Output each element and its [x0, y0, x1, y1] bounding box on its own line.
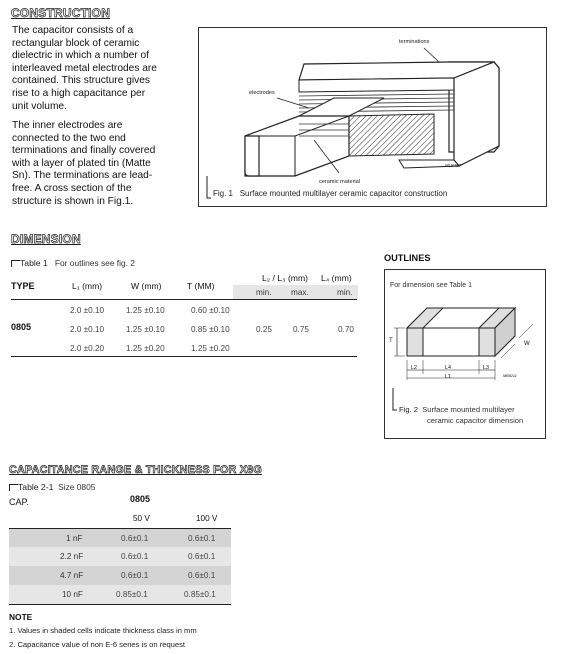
table1-number: Table 1	[20, 258, 48, 268]
table2-number: Table 2-1	[18, 482, 54, 492]
cap-row-3-50v: 0.6±0.1	[121, 571, 149, 580]
cap-row-4: 10 nF	[62, 590, 83, 599]
l2l3-min-value: 0.25	[256, 325, 272, 334]
note-heading: NOTE	[9, 612, 33, 622]
text-line: structure is shown in Fig.1.	[12, 195, 134, 207]
text-line: contained. This structure gives	[12, 75, 150, 87]
voltage-100: 100 V	[196, 514, 218, 523]
header-l1: L₁ (mm)	[72, 281, 103, 291]
text-line: rectangular block of ceramic	[12, 37, 140, 49]
text-line: interleaved metal electrodes are	[12, 62, 157, 74]
table1-note: For outlines see fig. 2	[54, 258, 135, 268]
figure-code: MLB457	[445, 163, 461, 168]
fig2-caption-line2: ceramic capacitor dimension	[427, 416, 524, 425]
figure-code: MB8211	[503, 374, 517, 378]
label-ceramic-material: ceramic material	[319, 179, 361, 185]
type-value: 0805	[11, 322, 32, 332]
header-l2l3: L₂ / L₃ (mm)	[262, 273, 308, 283]
fig1-caption-text: Surface mounted multilayer ceramic capacitor construction	[239, 189, 448, 198]
header-min: min.	[256, 288, 272, 297]
dim-label-l1: L1	[445, 374, 451, 380]
text-line: The inner electrodes are	[12, 120, 123, 131]
table2-label	[9, 482, 95, 492]
table1-bottom-rule	[11, 356, 357, 357]
fig2-frame	[384, 269, 546, 439]
table2-note: Size 0805	[58, 482, 96, 492]
row2-w: 1.25 ±0.10	[126, 325, 165, 334]
size-header: 0805	[130, 494, 151, 504]
text-line: The capacitor consists of a	[12, 25, 134, 36]
row1-t: 0.60 ±0.10	[191, 306, 230, 315]
text-line: connected to the two end	[12, 132, 126, 144]
text-line: with a layer of plated tin (Matte	[12, 157, 151, 169]
dim-label-l3: L3	[483, 365, 489, 371]
dim-label-t: T	[389, 338, 393, 344]
cap-row-2-50v: 0.6±0.1	[121, 552, 149, 561]
cap-row-2-100v: 0.6±0.1	[188, 552, 216, 561]
cap-row-3: 4.7 nF	[60, 571, 84, 580]
dim-label-w: W	[524, 341, 530, 347]
capacitor-construction-illustration	[199, 28, 546, 206]
dimension-heading: DIMENSION	[11, 232, 81, 246]
cap-row-1: 1 nF	[66, 534, 83, 543]
table1-label	[11, 258, 135, 268]
row1-w: 1.25 ±0.10	[126, 306, 165, 315]
fig1-caption	[213, 189, 447, 198]
fig1-frame	[198, 27, 547, 207]
table1-header-rule	[11, 299, 357, 300]
cap-row-1-100v: 0.6±0.1	[188, 534, 216, 543]
header-type: TYPE	[11, 281, 35, 291]
text-line: Sn). The terminations are lead-	[12, 170, 153, 182]
row3-w: 1.25 ±0.20	[126, 344, 165, 353]
text-line: terminations and finally covered	[12, 145, 156, 157]
row1-l1: 2.0 ±0.10	[70, 306, 105, 315]
row3-t: 1.25 ±0.20	[191, 344, 230, 353]
text-line: unit volume.	[12, 100, 67, 112]
text-line: rise to a high capacitance per	[12, 87, 146, 99]
dim-label-l2: L2	[411, 365, 417, 371]
l4-min-value: 0.70	[338, 325, 354, 334]
table-bracket	[11, 260, 20, 267]
cap-header: CAP.	[9, 497, 29, 507]
note-item-1: 1. Values in shaded cells indicate thickness class in mm	[9, 626, 197, 635]
row2-l1: 2.0 ±0.10	[70, 325, 105, 334]
cap-row-2: 2.2 nF	[60, 552, 84, 561]
row3-l1: 2.0 ±0.20	[70, 344, 105, 353]
fig2-caption-number: Fig. 2	[399, 405, 418, 414]
text-line: free. A cross section of the	[12, 182, 132, 194]
text-line: dielectric in which a number of	[12, 50, 150, 62]
outlines-note: For dimension see Table 1	[390, 282, 472, 289]
label-terminations: terminations	[399, 39, 430, 45]
note-item-2: 2. Capacitance value of non E-6 series is on request	[9, 640, 186, 649]
header-t: T (MM)	[187, 281, 215, 291]
table2-bottom-rule	[9, 604, 231, 605]
capacitance-heading: CAPACITANCE RANGE & THICKNESS FOR X8G	[9, 464, 262, 476]
cap-row-3-100v: 0.6±0.1	[188, 571, 216, 580]
construction-paragraph-2	[12, 120, 187, 208]
fig2-caption-line1: Surface mounted multilayer	[422, 405, 515, 414]
dim-label-l4: L4	[445, 365, 451, 371]
label-electrodes: electrodes	[249, 90, 275, 96]
outlines-heading: OUTLINES	[384, 253, 431, 263]
l2l3-max-value: 0.75	[293, 325, 309, 334]
fig2-caption	[399, 404, 523, 426]
table-bracket	[9, 484, 18, 491]
header-min2: min.	[337, 288, 353, 297]
cap-row-1-50v: 0.6±0.1	[121, 534, 149, 543]
row2-t: 0.85 ±0.10	[191, 325, 230, 334]
construction-heading: CONSTRUCTION	[11, 6, 111, 20]
construction-paragraph-1	[12, 25, 187, 113]
fig1-caption-number: Fig. 1	[213, 189, 234, 198]
header-l4: L₄ (mm)	[321, 273, 352, 283]
header-w: W (mm)	[131, 281, 162, 291]
cap-row-4-100v: 0.85±0.1	[184, 590, 216, 599]
voltage-50: 50 V	[133, 514, 150, 523]
header-max: max.	[291, 288, 309, 297]
cap-row-4-50v: 0.85±0.1	[116, 590, 148, 599]
